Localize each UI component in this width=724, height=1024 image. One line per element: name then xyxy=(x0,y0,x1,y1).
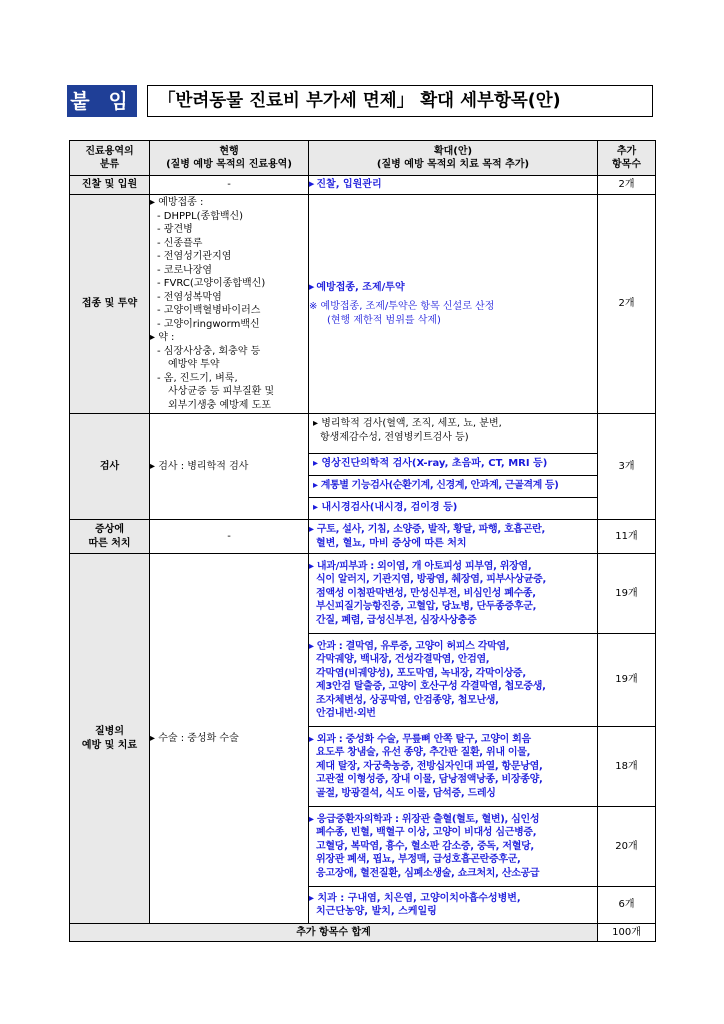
header-category: 진료용역의 분류 xyxy=(70,141,150,176)
row-expanded: ▸ 구토, 설사, 기침, 소양증, 발작, 황달, 파행, 호흡곤란, 혈변, 혈뇨, 마비 증상에 따른 처치 xyxy=(309,520,598,554)
table-row xyxy=(70,414,656,520)
detail-table xyxy=(69,140,656,942)
row-current: ▸ 예방접종 : - DHPPL(종합백신) - 광견병 - 신종플루 - 전염성기관지염 - 코로나장염 - FVRC(고양이종합백신) - 전염성복막염 - 고양이백혈병바이러스 - 고양이ringworm백신 ▸ 약 : - 심장사상충, 회충약 등 예방약 투약 - 옴, 진드기, 벼룩, 사상균증 등 피부질환 및 외부기생충 예방제 도포 xyxy=(150,195,309,414)
row-count: 11개 xyxy=(598,520,656,554)
table-row xyxy=(70,195,656,414)
row-expanded xyxy=(309,414,598,520)
row-category: 질병의 예방 및 치료 xyxy=(70,554,150,924)
row-count: 18개 xyxy=(598,727,656,807)
row-count: 2개 xyxy=(598,195,656,414)
exam-item: ▸ 영상진단의학적 검사(X-ray, 초음파, CT, MRI 등) xyxy=(309,454,597,476)
treatment-dental: ▸ 치과 : 구내염, 치은염, 고양이치아흡수성병변, 치근단농양, 발치, 스케일링 xyxy=(309,887,598,924)
row-count: 19개 xyxy=(598,554,656,634)
row-category: 접종 및 투약 xyxy=(70,195,150,414)
header-count: 추가 항목수 xyxy=(598,141,656,176)
treatment-ophthalmology: ▸ 안과 : 결막염, 유루증, 고양이 허피스 각막염, 각막궤양, 백내장, 건성각결막염, 안검염, 각막염(비궤양성), 포도막염, 녹내장, 각막이상증, 제3안검 탈출증, 고양이 호산구성 각결막염, 첩모중생, 조자체변성, 상공막염, 안검종양, 첩모난생, 안검내번·외번 xyxy=(309,634,598,727)
row-count: 3개 xyxy=(598,414,656,520)
note-text: (현행 제한적 범위를 삭제) xyxy=(327,314,441,326)
treatment-internal: ▸ 내과/피부과 : 외이염, 개 아토피성 피부염, 위장염, 식이 알러지, 기관지염, 방광염, 췌장염, 피부사상균증, 점액성 이첨판막변성, 만성신부전, 비심인성 폐수종, 부신피질기능항진증, 고혈압, 당뇨병, 단두종증후군, 간질, 폐렴, 급성신부전, 심장사상충증 xyxy=(309,554,598,634)
row-category: 진찰 및 입원 xyxy=(70,176,150,195)
row-current: ▸ 수술 : 중성화 수술 xyxy=(150,554,309,924)
row-current: - xyxy=(150,176,309,195)
exam-item: ▸ 병리학적 검사(혈액, 조직, 세포, 뇨, 분변, 항생제감수성, 전염병키트검사 등) xyxy=(309,414,597,454)
row-count: 19개 xyxy=(598,634,656,727)
table-row xyxy=(70,554,656,634)
table-row xyxy=(70,176,656,195)
total-label: 추가 항목수 합계 xyxy=(70,924,598,942)
row-current: ▸ 검사 : 병리학적 검사 xyxy=(150,414,309,520)
row-expanded: ▶ 진찰, 입원관리 xyxy=(309,176,598,195)
header-current: 현행 (질병 예방 목적의 진료용역) xyxy=(150,141,309,176)
exam-item: ▸ 계통별 기능검사(순환기계, 신경계, 안과계, 근골격계 등) xyxy=(309,476,597,498)
table-row xyxy=(70,520,656,554)
row-count: 2개 xyxy=(598,176,656,195)
exam-item: ▸ 내시경검사(내시경, 검이경 등) xyxy=(313,502,458,513)
row-current: - xyxy=(150,520,309,554)
treatment-surgery: ▸ 외과 : 중성화 수술, 무릎뼈 안쪽 탈구, 고양이 회음 요도루 창냄술, 유선 종양, 추간판 질환, 위내 이물, 제대 탈장, 자궁축농증, 전방십자인대 파열, 항문낭염, 고관절 이형성증, 장내 이물, 담낭점액낭종, 비장종양, 골절, 방광결석, 식도 이물, 담석증, 드레싱 xyxy=(309,727,598,807)
treatment-emergency: ▸ 응급중환자의학과 : 위장관 출혈(혈토, 혈변), 심인성 폐수종, 빈혈, 백혈구 이상, 고양이 비대성 심근병증, 고혈당, 복막염, 흉수, 혈소판 감소증, 중독, 저혈당, 위장관 폐색, 핍뇨, 부정맥, 급성호흡곤란증후군, 응고장애, 혈전질환, 심폐소생술, 쇼크처치, 산소공급 xyxy=(309,807,598,887)
title-bar xyxy=(67,85,653,117)
row-category: 검사 xyxy=(70,414,150,520)
total-count: 100개 xyxy=(598,924,656,942)
total-row xyxy=(70,924,656,942)
row-category: 증상에 따른 처치 xyxy=(70,520,150,554)
note-text: ※ 예방접종, 조제/투약은 항목 신설로 산정 xyxy=(309,301,495,313)
row-count: 6개 xyxy=(598,887,656,924)
header-expanded: 확대(안) (질병 예방 목적외 치료 목적 추가) xyxy=(309,141,598,176)
document-title: 「반려동물 진료비 부가세 면제」 확대 세부항목(안) xyxy=(147,85,653,117)
header-row xyxy=(70,141,656,176)
attachment-badge: 붙 임 xyxy=(67,85,137,117)
row-count: 20개 xyxy=(598,807,656,887)
row-expanded: ▶ 예방접종, 조제/투약 ※ 예방접종, 조제/투약은 항목 신설로 산정 (현행 제한적 범위를 삭제) xyxy=(309,195,598,414)
